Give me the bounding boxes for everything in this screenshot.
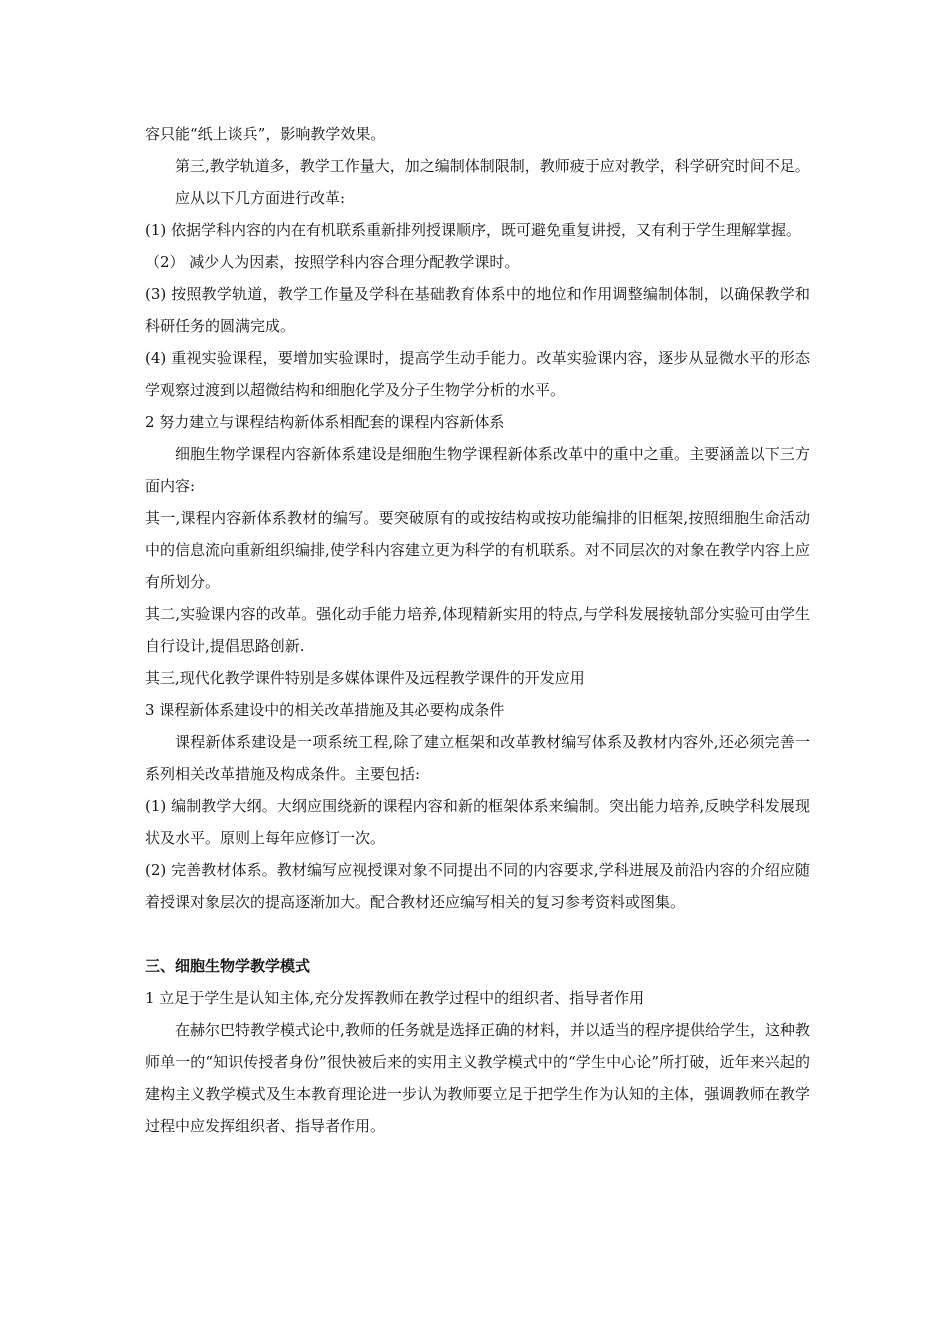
paragraph: 应从以下几方面进行改革: <box>175 189 346 207</box>
section-heading: 三、细胞生物学教学模式 <box>145 957 311 975</box>
list-item: (4) 重视实验课程，要增加实验课时，提高学生动手能力。改革实验课内容，逐步从显微水平的形态学观察过渡到以超微结构和细胞化学及分子生物学分析的水平。 <box>145 349 810 399</box>
paragraph: 细胞生物学课程内容新体系建设是细胞生物学课程新体系改革中的重中之重。主要涵盖以下三方面内容: <box>145 445 810 495</box>
blank-line <box>145 918 810 950</box>
paragraph: 第三,教学轨道多，教学工作量大，加之编制体制限制，教师疲于应对教学，科学研究时间不足。 <box>175 157 810 175</box>
paragraph: 其二,实验课内容的改革。强化动手能力培养,体现精新实用的特点,与学科发展接轨部分实验可由学生自行设计,提倡思路创新. <box>145 605 810 655</box>
section-subheading: 3 课程新体系建设中的相关改革措施及其必要构成条件 <box>145 701 505 719</box>
list-item: (2) 完善教材体系。教材编写应视授课对象不同提出不同的内容要求,学科进展及前沿内容的介绍应随着授课对象层次的提高逐渐加大。配合教材还应编写相关的复习参考资料或图集。 <box>145 861 810 911</box>
paragraph: 容只能“纸上谈兵”，影响教学效果。 <box>145 125 386 143</box>
paragraph: 其一,课程内容新体系教材的编写。要突破原有的或按结构或按功能编排的旧框架,按照细胞生命活动中的信息流向重新组织编排,使学科内容建立更为科学的有机联系。对不同层次的对象在教学内容上应有所划分。 <box>145 509 810 591</box>
section-subheading: 2 努力建立与课程结构新体系相配套的课程内容新体系 <box>145 413 505 431</box>
list-item: （2） 减少人为因素，按照学科内容合理分配教学课时。 <box>145 253 520 271</box>
list-item: (1) 编制教学大纲。大纲应围绕新的课程内容和新的框架体系来编制。突出能力培养,反映学科发展现状及水平。原则上每年应修订一次。 <box>145 797 810 847</box>
list-item: (1) 依据学科内容的内在有机联系重新排列授课顺序，既可避免重复讲授，又有利于学生理解掌握。 <box>145 221 802 239</box>
paragraph: 在赫尔巴特教学模式论中,教师的任务就是选择正确的材料，并以适当的程序提供给学生，这种教师单一的“知识传授者身份”很快被后来的实用主义教学模式中的“学生中心论”所打破，近年来兴起的建构主义教学模式及生本教育理论进一步认为教师要立足于把学生作为认知的主体，强调教师在教学过程中应发挥组织者、指导者作用。 <box>145 1021 810 1135</box>
list-item: (3) 按照教学轨道，教学工作量及学科在基础教育体系中的地位和作用调整编制体制，以确保教学和科研任务的圆满完成。 <box>145 285 810 335</box>
section-subheading: 1 立足于学生是认知主体,充分发挥教师在教学过程中的组织者、指导者作用 <box>145 989 645 1007</box>
paragraph: 课程新体系建设是一项系统工程,除了建立框架和改革教材编写体系及教材内容外,还必须完善一系列相关改革措施及构成条件。主要包括: <box>145 733 810 783</box>
document-body <box>145 118 810 1142</box>
paragraph: 其三,现代化教学课件特别是多媒体课件及远程教学课件的开发应用 <box>145 669 585 687</box>
